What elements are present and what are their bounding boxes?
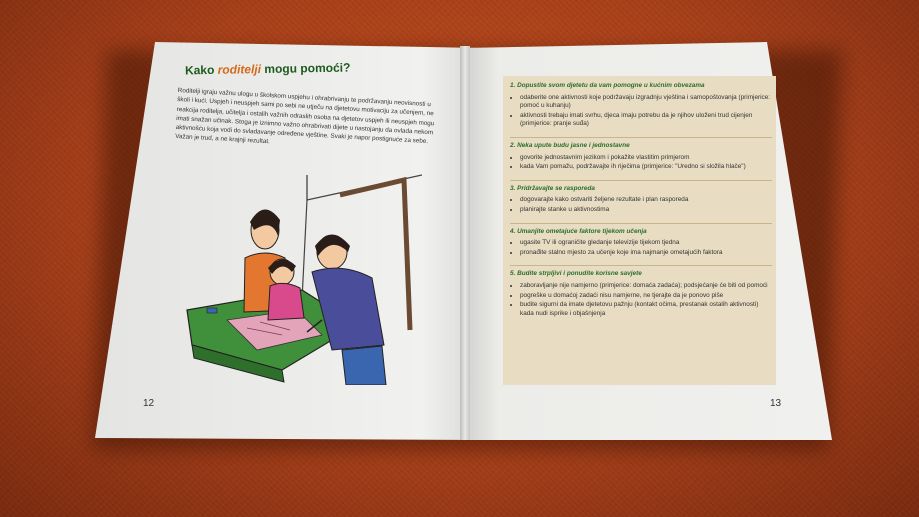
divider (510, 265, 772, 266)
title-post: mogu pomoći? (260, 60, 351, 77)
tip-item: • zaboravljanje nije namjerno (primjerice: domaća zadaća); podsjećanje će biti od pomoći (520, 282, 772, 291)
tip-item: • kada Vam pomažu, podržavajte ih riječima (primjerice: "Uredno si složila hlače") (520, 163, 772, 172)
page-title (185, 61, 351, 78)
tip-item: • aktivnosti trebaju imati svrhu, djeca imaju potrebu da je njihov uloženi trud cijenjen (primjerice: pranje suđa) (520, 112, 772, 129)
page-number-right: 13 (770, 398, 782, 409)
tip-section-title: 2. Neka upute budu jasne i jednostavne (510, 141, 630, 149)
tip-section-title: 5. Budite strpljivi i ponudite korisne savjete (510, 270, 642, 278)
tip-item: • pronađite stalno mjesto za učenje koje ima najmanje ometajućih faktora (520, 249, 772, 258)
tip-item: • planirajte stanke u aktivnostima (520, 206, 772, 215)
divider (510, 223, 772, 224)
tip-item: • pogreške u domaćoj zadaći nisu namjerne, ne tjerajte da je ponovo piše (520, 292, 772, 301)
tip-section (510, 142, 772, 172)
booklet-gutter (460, 46, 470, 440)
tip-item: • dogovarajte kako ostvariti željene rezultate i plan rasporeda (520, 196, 772, 205)
tip-section (510, 185, 772, 215)
tip-section (510, 270, 772, 318)
tip-section-title: 1. Dopustite svom djetetu da vam pomogne u kućnim obvezama (510, 82, 705, 89)
divider (510, 180, 772, 181)
divider (510, 137, 772, 138)
title-accent: roditelji (217, 62, 262, 77)
tip-item: • odaberite one aktivnosti koje podržavaju izgradnju vještina i samopoštovanja (primjerice: pomoć u kuhanju) (520, 94, 772, 111)
intro-paragraph: Roditelji igraju važnu ulogu u školskom uspjehu i ohrabrivanju te podržavanju neovisnosti u školi i kući. Uspjeh i neuspjeh sami po sebi ne utječu na djetetovu motivaciju za učenjem, ne reakcija roditelja, učitelja i ostalih važnih odraslih osoba na djetetov uspjeh ili neuspjeh mogu imati snažan učinak. Stoga je iznimno važno ohrabrivati dijete u nastojanju da ovlada nekom aktivnošću koja vodi do svladavanje određene vještine. Svaki je napor postignuće za sebe. Važan je trud, a ne krajnji rezultat. (174, 86, 435, 146)
family-illustration (172, 160, 422, 385)
tip-section (510, 228, 772, 258)
tip-item: • ugasite TV ili ograničite gledanje televizije tijekom tjedna (520, 239, 772, 248)
tip-section-title: 4. Umanjite ometajuće faktore tijekom učenja (510, 227, 647, 235)
tip-section (510, 82, 772, 129)
tip-section-title: 3. Pridržavajte se rasporeda (510, 184, 595, 192)
tip-item: • govorite jednostavnim jezikom i pokažite vlastitim primjerom (520, 154, 772, 163)
tips-list (510, 82, 772, 326)
page-number-left: 12 (143, 398, 155, 409)
title-pre: Kako (184, 62, 218, 78)
tip-item: • budite sigurni da imate djetetovu pažnju (kontakt očima, prestanak ostalih aktivnosti) kada nudi isprike i objašnjenja (520, 301, 772, 318)
